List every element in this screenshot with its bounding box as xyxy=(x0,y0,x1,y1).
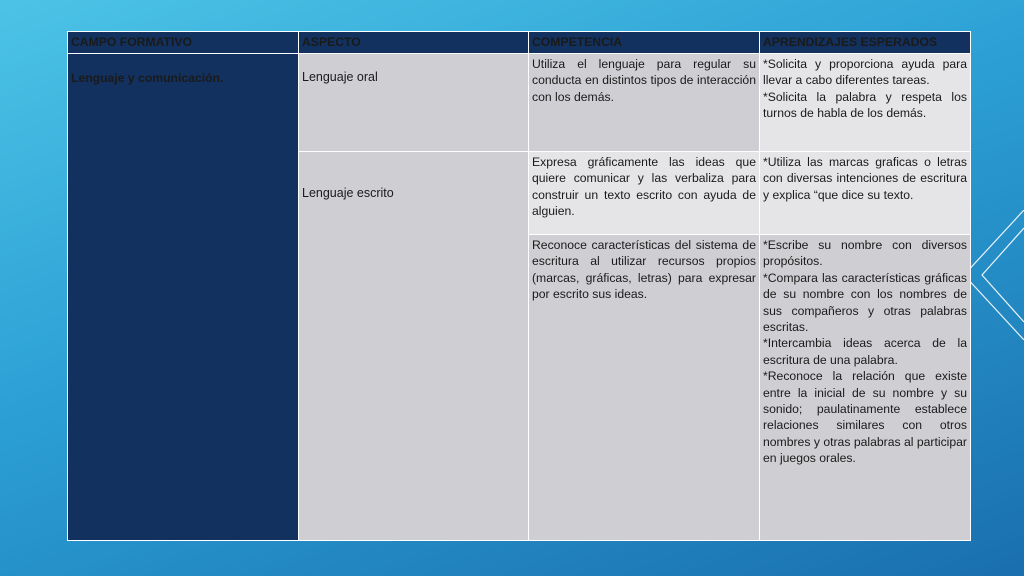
campo-formativo-label: Lenguaje y comunicación. xyxy=(71,71,224,85)
aprendizajes-cell xyxy=(760,152,971,235)
aspecto-lenguaje-escrito: Lenguaje escrito xyxy=(302,186,394,200)
aprendizaje-item: *Compara las características gráficas de su nombre con los nombres de sus compañeros y otras palabras escritas. xyxy=(763,270,967,335)
header-aspecto: ASPECTO xyxy=(299,32,529,54)
aprendizajes-cell xyxy=(760,54,971,152)
aprendizaje-item: *Reconoce la relación que existe entre la inicial de su nombre y su sonido; paulatinamente establece relaciones similares con otros nombres y otras palabras al participar en juegos orales. xyxy=(763,369,967,466)
competencia-cell xyxy=(529,152,760,235)
header-competencia: COMPETENCIA xyxy=(529,32,760,54)
competencia-cell xyxy=(529,235,760,541)
aprendizaje-item: *Intercambia ideas acerca de la escritura de una palabra. xyxy=(763,336,967,367)
competencia-text: Reconoce características del sistema de escritura al utilizar recursos propios (marcas, gráficas, letras) para expresar por escrito sus ideas. xyxy=(532,238,756,302)
aspecto-cell xyxy=(299,54,529,152)
header-campo-formativo: CAMPO FORMATIVO xyxy=(68,32,299,54)
campo-formativo-cell xyxy=(68,54,299,541)
table-header-row xyxy=(68,32,971,54)
aspecto-cell xyxy=(299,152,529,541)
aprendizaje-item: *Solicita y proporciona ayuda para llevar a cabo diferentes tareas. xyxy=(763,57,967,88)
decorative-chevron-lines xyxy=(964,210,1024,340)
competencia-text: Utiliza el lenguaje para regular su conducta en distintos tipos de interacción con los demás. xyxy=(532,57,756,104)
competencia-cell xyxy=(529,54,760,152)
aprendizaje-item: *Solicita la palabra y respeta los turnos de habla de los demás. xyxy=(763,89,967,121)
competencia-text: Expresa gráficamente las ideas que quiere comunicar y las verbaliza para construir un texto escrito con ayuda de alguien. xyxy=(532,155,756,219)
table-row xyxy=(68,54,971,152)
aprendizaje-item: *Utiliza las marcas graficas o letras con diversas intenciones de escritura y explica “que dice su texto. xyxy=(763,155,967,202)
aprendizaje-item: *Escribe su nombre con diversos propósitos. xyxy=(763,238,967,269)
aspecto-lenguaje-oral: Lenguaje oral xyxy=(302,70,378,84)
curriculum-table xyxy=(67,31,971,541)
aprendizajes-cell xyxy=(760,235,971,541)
header-aprendizajes-esperados: APRENDIZAJES ESPERADOS xyxy=(760,32,971,54)
